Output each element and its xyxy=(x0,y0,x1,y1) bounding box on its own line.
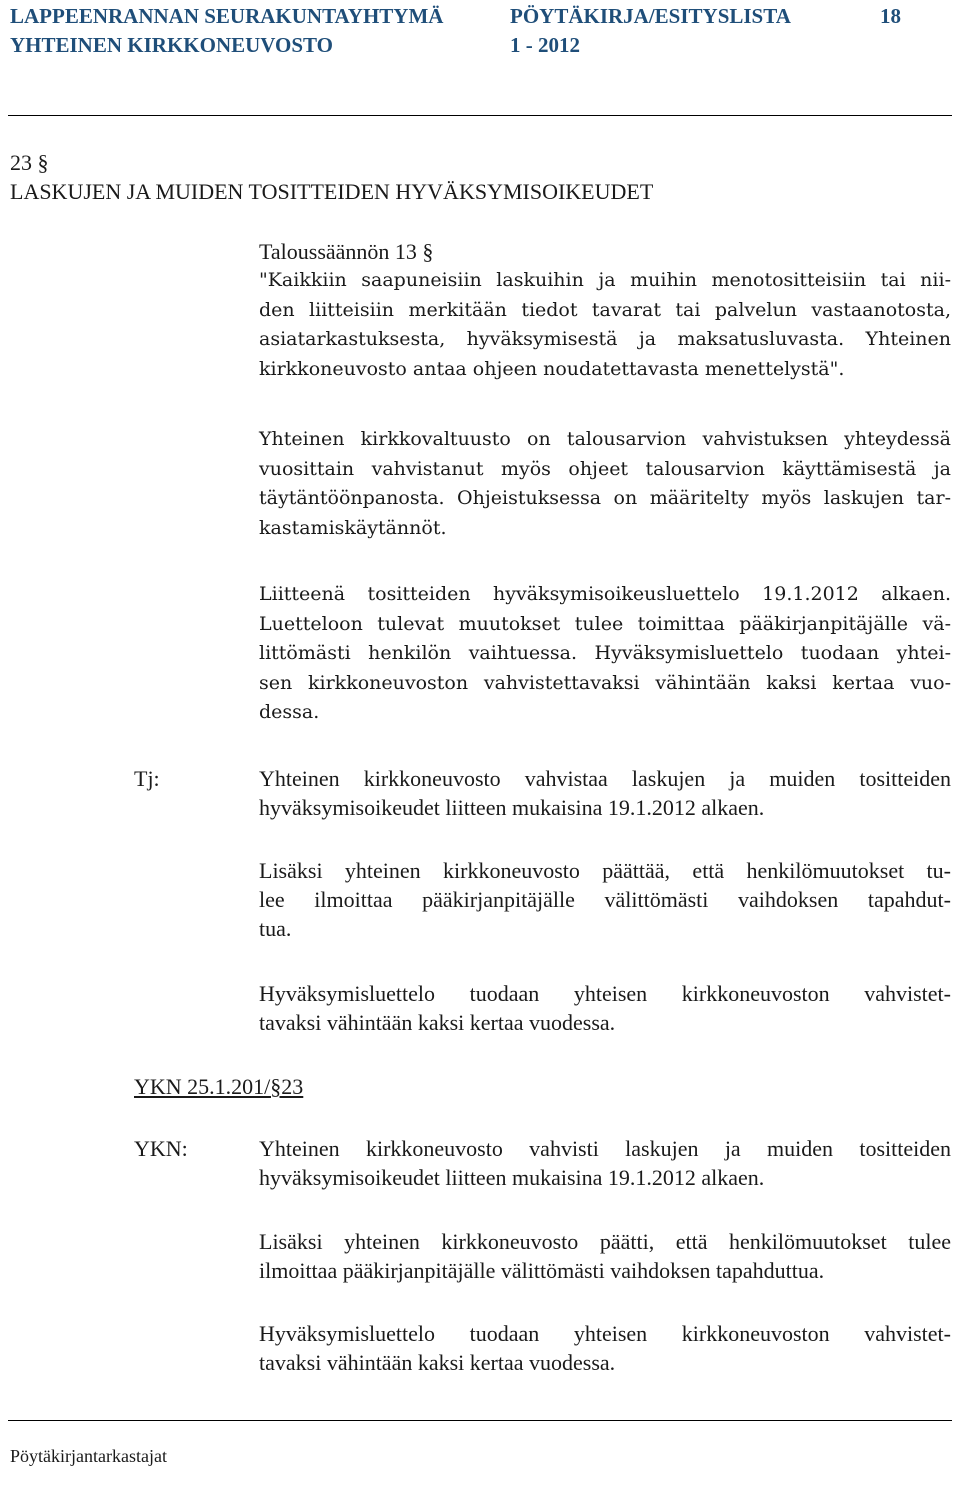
text-line: tavaksi vähintään kaksi kertaa vuodessa. xyxy=(259,1350,616,1375)
footer-divider xyxy=(8,1420,952,1421)
footer-label: Pöytäkirjantarkastajat xyxy=(10,1446,167,1466)
text-line: hyväksymisoikeudet liitteen mukaisina 19.1.2012 alkaen. xyxy=(259,1165,765,1190)
quote-heading: Taloussäännön 13 § xyxy=(259,239,434,264)
text-line: Hyväksymisluettelo tuodaan yhteisen kirkkoneuvoston vahvistet- xyxy=(259,1321,951,1346)
text-line: kastamiskäytännöt. xyxy=(259,516,447,539)
section-number: 23 § xyxy=(10,150,49,175)
text-line: den liitteisiin merkitään tiedot tavarat tai palvelun vastaanotosta, xyxy=(259,298,951,321)
header-doc-type: PÖYTÄKIRJA/ESITYSLISTA xyxy=(510,4,791,28)
text-line: sen kirkkoneuvoston vahvistettavaksi vähintään kaksi kertaa vuo- xyxy=(259,671,951,694)
header-org: LAPPEENRANNAN SEURAKUNTAYHTYMÄ xyxy=(10,4,444,28)
header-meeting: 1 - 2012 xyxy=(510,33,580,57)
header-page-number: 18 xyxy=(880,4,901,28)
header-divider xyxy=(8,115,952,116)
proposal-paragraph-2 xyxy=(259,856,951,943)
meeting-reference: YKN 25.1.201/§23 xyxy=(134,1074,304,1099)
proposal-label: Tj: xyxy=(134,766,160,791)
header-body: YHTEINEN KIRKKONEUVOSTO xyxy=(10,33,334,57)
text-line: Lisäksi yhteinen kirkkoneuvosto päättää, että henkilömuutokset tu- xyxy=(259,858,951,883)
text-line: Lisäksi yhteinen kirkkoneuvosto päätti, että henkilömuutokset tulee xyxy=(259,1229,951,1254)
text-line: "Kaikkiin saapuneisiin laskuihin ja muihin menotositteisiin tai nii- xyxy=(259,269,951,291)
text-line: Yhteinen kirkkovaltuusto on talousarvion vahvistuksen yhteydessä xyxy=(259,428,951,450)
text-line: asiatarkastuksesta, hyväksymisestä ja maksatusluvasta. Yhteinen xyxy=(259,328,951,350)
text-line: lee ilmoittaa pääkirjanpitäjälle välittömästi vaihdoksen tapahdut- xyxy=(259,887,951,912)
text-line: Luetteloon tulevat muutokset tulee toimittaa pääkirjanpitäjälle vä- xyxy=(259,612,951,635)
text-line: dessa. xyxy=(259,701,320,723)
text-line: vuosittain vahvistanut myös ohjeet talousarvion käyttämisestä ja xyxy=(259,457,951,480)
text-line: hyväksymisoikeudet liitteen mukaisina 19.1.2012 alkaen. xyxy=(259,795,765,820)
proposal-paragraph-3 xyxy=(259,979,951,1037)
paragraph-background xyxy=(259,425,951,543)
text-line: Hyväksymisluettelo tuodaan yhteisen kirkkoneuvoston vahvistet- xyxy=(259,981,951,1006)
decision-paragraph-3 xyxy=(259,1319,951,1377)
text-line: Liitteenä tositteiden hyväksymisoikeusluettelo 19.1.2012 alkaen. xyxy=(259,583,951,605)
proposal-paragraph-1 xyxy=(259,764,951,822)
quote-block xyxy=(259,237,951,384)
text-line: tua. xyxy=(259,916,292,941)
text-line: littömästi henkilön vaihtuessa. Hyväksymisluettelo tuodaan yhtei- xyxy=(259,642,951,664)
text-line: kirkkoneuvosto antaa ohjeen noudatettavasta menettelystä". xyxy=(259,357,845,380)
decision-label: YKN: xyxy=(134,1136,188,1161)
text-line: tavaksi vähintään kaksi kertaa vuodessa. xyxy=(259,1010,616,1035)
text-line: täytäntöönpanosta. Ohjeistuksessa on määritelty myös laskujen tar- xyxy=(259,487,951,509)
text-line: Yhteinen kirkkoneuvosto vahvistaa laskujen ja muiden tositteiden xyxy=(259,766,951,791)
decision-paragraph-1 xyxy=(259,1134,951,1192)
decision-paragraph-2 xyxy=(259,1227,951,1285)
text-line: Yhteinen kirkkoneuvosto vahvisti laskujen ja muiden tositteiden xyxy=(259,1136,951,1161)
section-title: LASKUJEN JA MUIDEN TOSITTEIDEN HYVÄKSYMISOIKEUDET xyxy=(10,179,654,204)
paragraph-attachment xyxy=(259,580,951,728)
text-line: ilmoittaa pääkirjanpitäjälle välittömästi vaihdoksen tapahduttua. xyxy=(259,1258,825,1283)
